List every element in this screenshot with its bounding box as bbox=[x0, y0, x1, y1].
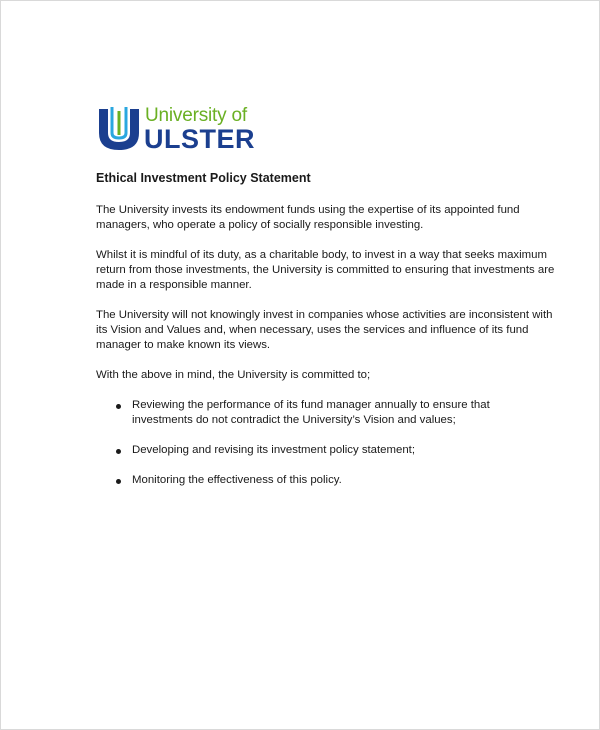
list-item-text: Developing and revising its investment policy statement; bbox=[132, 444, 416, 456]
document-body bbox=[96, 171, 556, 503]
document-title: Ethical Investment Policy Statement bbox=[96, 171, 311, 185]
paragraph-3: The University will not knowingly invest in companies whose activities are inconsistent with its Vision and Values and, when necessary, uses the services and influence of its fund manager to make known its views. bbox=[96, 309, 553, 351]
list-item-text: Reviewing the performance of its fund manager annually to ensure that investments do not contradict the University’s Vision and values; bbox=[132, 399, 490, 426]
bullet-icon bbox=[116, 404, 121, 409]
ulster-logo-mark-icon bbox=[97, 105, 141, 151]
bullet-icon bbox=[116, 479, 121, 484]
paragraph-1: The University invests its endowment funds using the expertise of its appointed fund managers, who operate a policy of socially responsible investing. bbox=[96, 204, 520, 231]
bullet-icon bbox=[116, 449, 121, 454]
logo-text-ulster: ULSTER bbox=[144, 124, 255, 154]
list-item bbox=[96, 473, 552, 488]
university-logo bbox=[97, 105, 257, 153]
paragraph-2: Whilst it is mindful of its duty, as a charitable body, to invest in a way that seeks maximum return from those investments, the University is committed to ensuring that investments are made in a responsible manner. bbox=[96, 249, 555, 291]
list-item-text: Monitoring the effectiveness of this policy. bbox=[132, 474, 342, 486]
list-item bbox=[96, 443, 552, 458]
commitment-list bbox=[96, 398, 556, 488]
paragraph-4: With the above in mind, the University is committed to; bbox=[96, 369, 371, 381]
list-item bbox=[96, 398, 552, 428]
logo-text-university-of: University of bbox=[145, 105, 247, 126]
